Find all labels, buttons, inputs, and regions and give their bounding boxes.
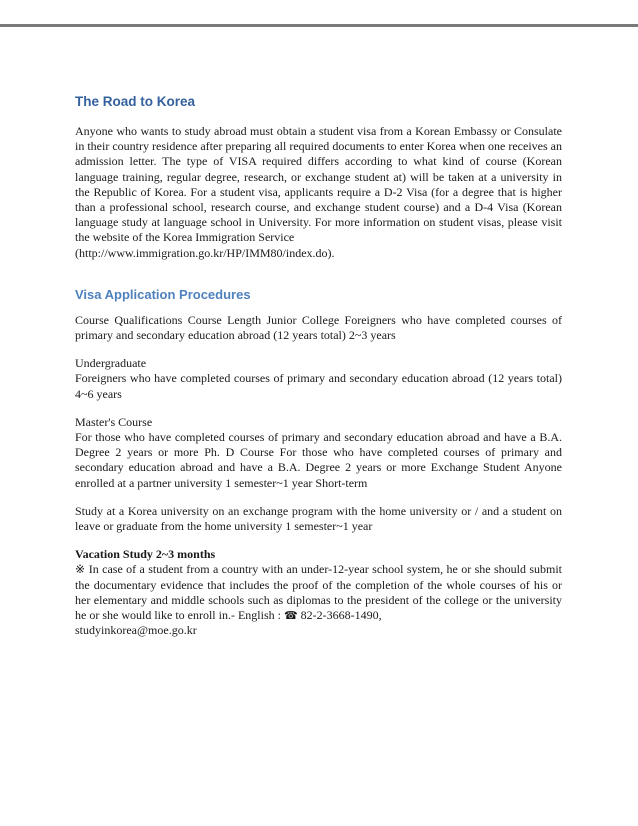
vacation-block bbox=[75, 547, 562, 638]
exchange-text: Study at a Korea university on an exchange program with the home university or / and a student on leave or graduate from the home university 1 semester~1 year bbox=[75, 503, 562, 534]
contact-email[interactable]: studyinkorea@moe.go.kr bbox=[75, 623, 197, 638]
undergraduate-heading: Undergraduate bbox=[75, 356, 147, 371]
masters-block bbox=[75, 415, 562, 491]
masters-heading: Master's Course bbox=[75, 414, 153, 429]
vacation-heading: Vacation Study 2~3 months bbox=[75, 547, 216, 562]
note-icon: ※ bbox=[75, 562, 86, 577]
procedures-title: Visa Application Procedures bbox=[75, 286, 251, 302]
document-page bbox=[75, 94, 562, 638]
undergraduate-block bbox=[75, 356, 562, 402]
undergraduate-text: Foreigners who have completed courses of primary and secondary education abroad (12 years total) 4~6 years bbox=[75, 371, 562, 401]
course-qualifications-text: Course Qualifications Course Length Junior College Foreigners who have completed courses of primary and secondary education abroad (12 years total) 2~3 years bbox=[75, 312, 562, 343]
phone-icon: ☎ bbox=[283, 609, 298, 623]
page-title: The Road to Korea bbox=[75, 94, 196, 109]
intro-paragraph bbox=[75, 124, 562, 261]
intro-text: Anyone who wants to study abroad must obtain a student visa from a Korean Embassy or Consulate in their country residence after preparing all required documents to enter Korea when one receives an admission letter. The type of VISA required differs according to what kind of course (Korean language training, regular degree, research, or exchange student at) will be taken at a university in the Republic of Korea. For a student visa, applicants require a D-2 Visa (for a degree that is higher than a professional school, research course, and exchange student course) and a D-4 Visa (Korean language study at language school in University. For more information on student visas, please visit the website of the Korea Immigration Service bbox=[75, 124, 562, 245]
masters-text: For those who have completed courses of primary and secondary education abroad and have a B.A. Degree 2 years or more Ph. D Course For those who have completed courses of primary and secondary education abroad and have a B.A. Degree 2 years or more Exchange Student Anyone enrolled at a partner university 1 semester~1 year Short-term bbox=[75, 430, 562, 490]
immigration-link[interactable]: (http://www.immigration.go.kr/HP/IMM80/index.do). bbox=[75, 245, 335, 260]
phone-number: 82-2-3668-1490, bbox=[300, 608, 382, 623]
vacation-note: In case of a student from a country with an under-12-year school system, he or she should submit the documentary evidence that includes the proof of the completion of the whole courses of his or her elementary and middle schools such as diplomas to the president of the college or the university he or she would like to enroll in.- English : bbox=[75, 562, 562, 623]
header-rule bbox=[0, 24, 638, 27]
